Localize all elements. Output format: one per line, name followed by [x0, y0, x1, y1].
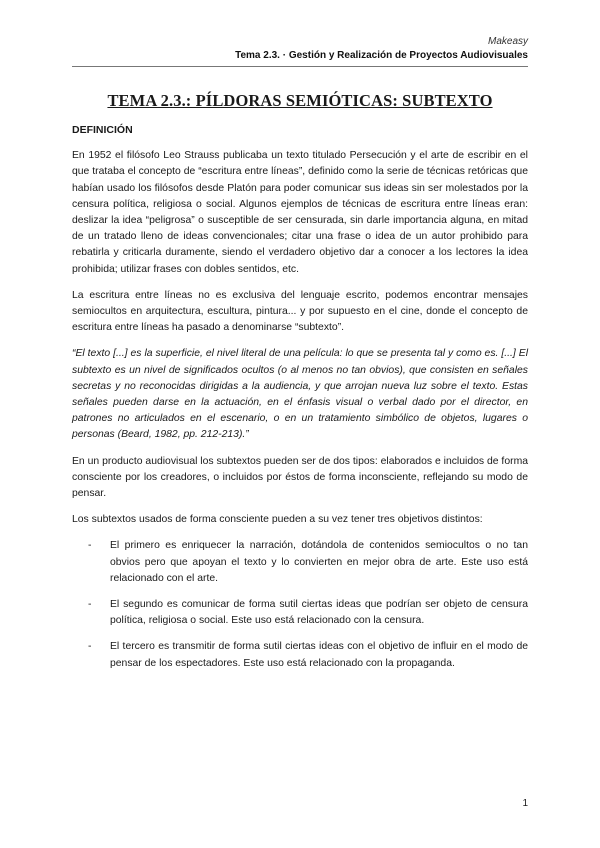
header-topic: Tema 2.3. · Gestión y Realización de Proyectos Audiovisuales — [235, 50, 528, 61]
page-number: 1 — [522, 798, 528, 809]
list-item — [72, 538, 528, 587]
section-heading: DEFINICIÓN — [72, 124, 133, 136]
list-item — [72, 597, 528, 629]
list-item-text: El tercero es transmitir de forma sutil ciertas ideas con el objetivo de influir en el modo de pensar de los espectadores. Este uso está relacionado con la propaganda. — [110, 641, 528, 669]
paragraph-subtexto: La escritura entre líneas no es exclusiva del lenguaje escrito, podemos encontrar mensajes semiocultos en arquitectura, escultura, pintura... y por supuesto en el cine, donde el concepto de escritura entre líneas ha pasado a denominarse “subtexto”. — [72, 289, 528, 334]
paragraph-objetivos-intro: Los subtextos usados de forma consciente pueden a su vez tener tres objetivos distintos: — [72, 514, 483, 526]
list-item — [72, 639, 528, 671]
header-divider — [72, 66, 528, 67]
paragraph-tipos: En un producto audiovisual los subtextos pueden ser de dos tipos: elaborados e incluidos de forma consciente por los creadores, o incluidos por éstos de forma inconsciente, reflejando su modo de pensar. — [72, 455, 528, 500]
list-item-text: El primero es enriquecer la narración, dotándola de contenidos semiocultos o no tan obvios pero que apoyan el texto y lo convierten en mejor obra de arte. Este uso está relacionado con el arte. — [110, 540, 528, 584]
paragraph-strauss: En 1952 el filósofo Leo Strauss publicaba un texto titulado Persecución y el arte de escribir en el que trataba el concepto de “escritura entre líneas”, definido como la serie de técnicas retóricas que habían usado los filósofos desde Platón para poder comunicar sus ideas sin ser molestados por la censura política, religiosa o social. Algunos ejemplos de técnicas de escritura entre líneas eran: deslizar la idea “peligrosa” o susceptible de ser censurada, sin darle importancia alguna, en mitad de un tratado lleno de ideas convencionales; citar una frase o idea de un autor prohibido para rebatirla y criticarla duramente, siendo el verdadero objetivo dar a conocer a los lectores la idea prohibida; utilizar frases con dobles sentidos, etc. — [72, 150, 528, 275]
list-item-text: El segundo es comunicar de forma sutil ciertas ideas que podrían ser objeto de censura política, religiosa o social. Este uso está relacionado con la censura. — [110, 599, 528, 627]
objectives-list — [72, 538, 528, 671]
bullet-dash: - — [88, 599, 92, 611]
bullet-dash: - — [88, 540, 92, 552]
header-brand: Makeasy — [487, 36, 528, 47]
bullet-dash: - — [88, 641, 92, 653]
quote-beard: “El texto [...] es la superficie, el nivel literal de una película: lo que se presenta tal y como es. [...] El subtexto es un nivel de significados ocultos (o al menos no tan obvios), que consisten en señales secretas y no reconocidas dirigidas a la audiencia, y que arrojan nueva luz sobre el texto. Estas señales pueden darse en la actuación, en el énfasis visual o verbal dado por el director, en patrones no articulados en el escenario, o en un tratamiento simbólico de objetos, lugares o personas (Beard, 1982, pp. 212-213).” — [72, 348, 528, 441]
document-body — [72, 122, 528, 682]
page-title: TEMA 2.3.: PÍLDORAS SEMIÓTICAS: SUBTEXTO — [107, 91, 493, 111]
